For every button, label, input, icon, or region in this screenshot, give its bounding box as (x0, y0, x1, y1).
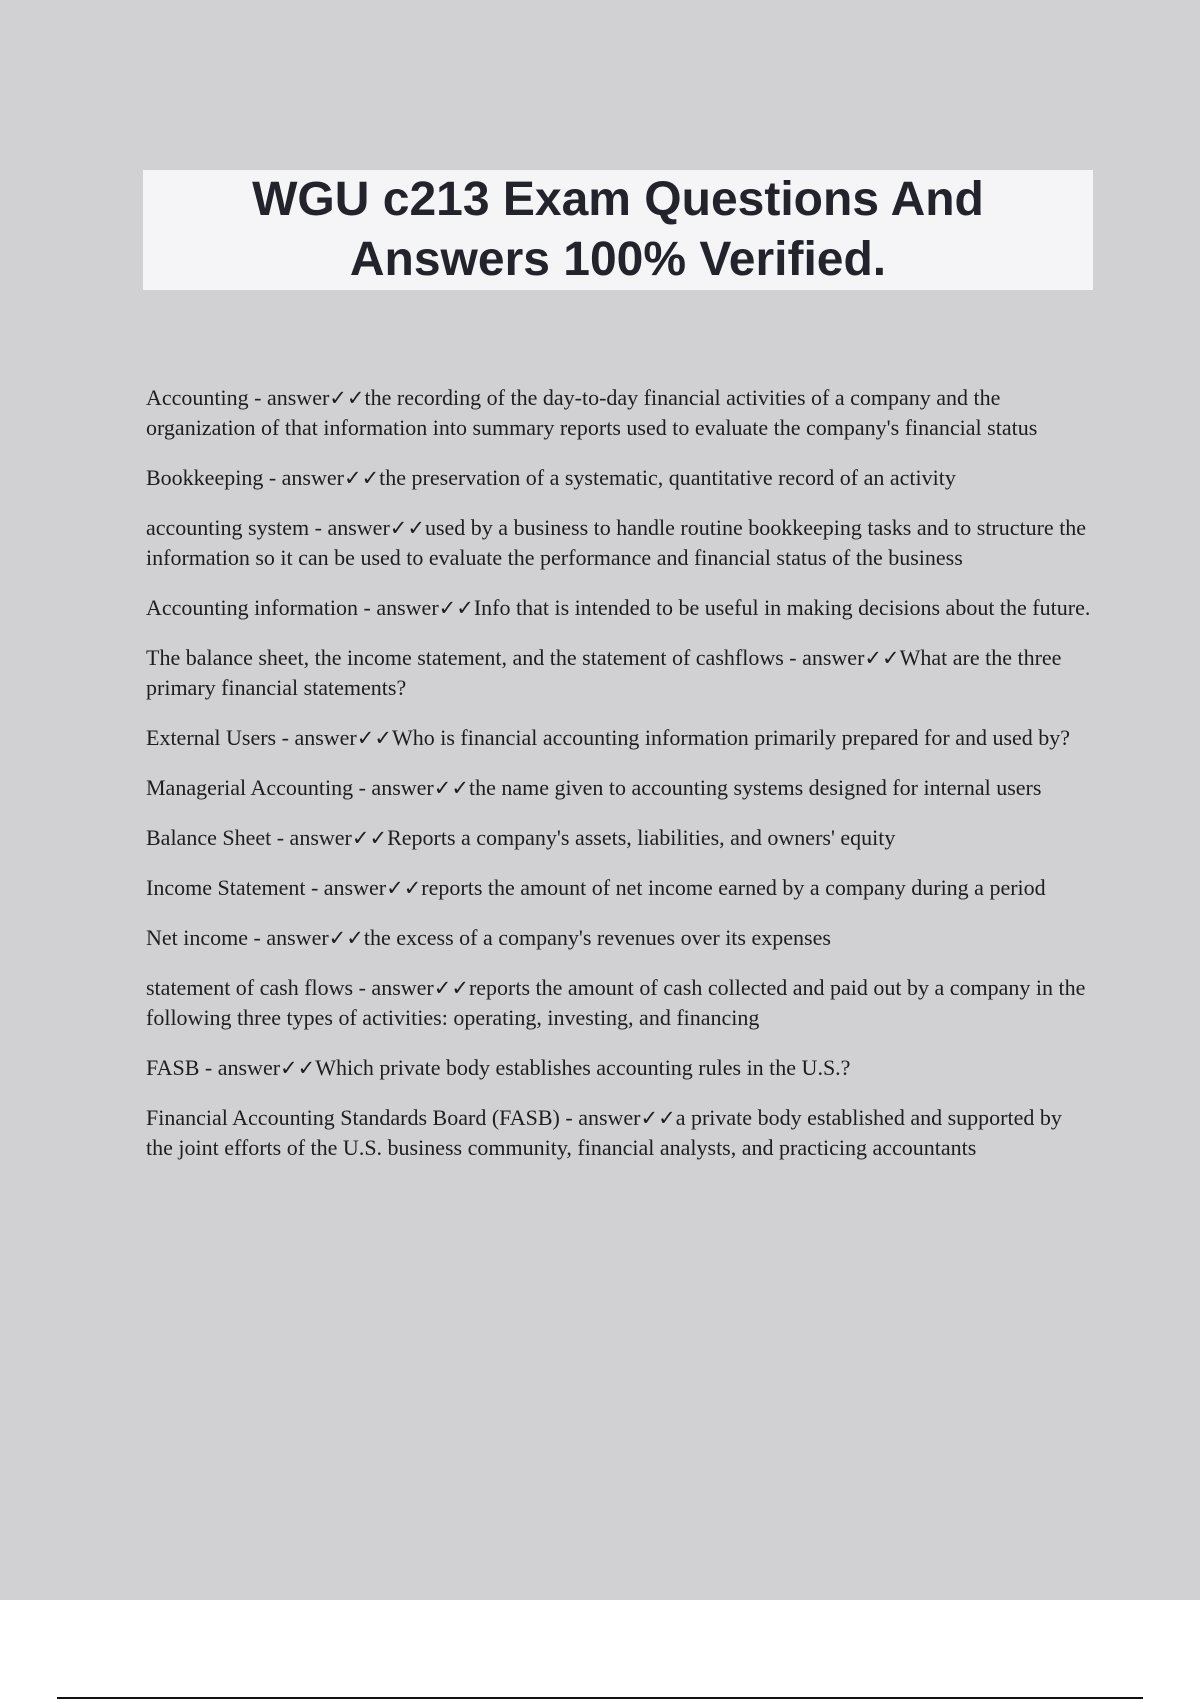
qa-answer: reports the amount of net income earned by a company during a period (421, 875, 1046, 900)
footer-rule (57, 1697, 1143, 1699)
qa-separator: - answer (276, 725, 357, 750)
qa-separator: - answer (263, 465, 344, 490)
check-marks-icon: ✓✓ (433, 776, 469, 800)
qa-item (146, 463, 1091, 493)
check-marks-icon: ✓✓ (433, 976, 469, 1000)
qa-separator: - answer (305, 875, 387, 900)
check-marks-icon: ✓✓ (389, 516, 425, 540)
check-marks-icon: ✓✓ (640, 1106, 676, 1130)
qa-separator: - answer (248, 385, 330, 410)
qa-separator: - answer (783, 645, 865, 670)
qa-answer: the preservation of a systematic, quantitative record of an activity (379, 465, 956, 490)
qa-item (146, 973, 1091, 1033)
qa-item (146, 383, 1091, 443)
qa-term: Net income (146, 925, 249, 950)
qa-answer: used by a business to handle routine bookkeeping tasks and to structure the information so it can be used to evaluate the performance and financial status of the business (146, 515, 1087, 570)
qa-term: statement of cash flows (146, 975, 354, 1000)
check-marks-icon: ✓✓ (386, 876, 422, 900)
check-marks-icon: ✓✓ (280, 1056, 316, 1080)
qa-term: Income Statement (146, 875, 306, 900)
qa-item (146, 823, 1091, 853)
check-marks-icon: ✓✓ (329, 386, 365, 410)
qa-term: Balance Sheet (146, 825, 272, 850)
qa-answer: a private body established and supported by the joint efforts of the U.S. business community, financial analysts, and practicing accountants (146, 1105, 1062, 1160)
qa-separator: - answer (199, 1055, 281, 1080)
qa-separator: - answer (353, 975, 434, 1000)
qa-term: accounting system (146, 515, 310, 540)
qa-answer: Reports a company's assets, liabilities, and owners' equity (387, 825, 896, 850)
check-marks-icon: ✓✓ (864, 646, 900, 670)
qa-item (146, 773, 1091, 803)
qa-answer: Which private body establishes accounting rules in the U.S.? (315, 1055, 851, 1080)
qa-item (146, 723, 1091, 753)
qa-item (146, 1103, 1091, 1163)
qa-separator: - answer (271, 825, 352, 850)
qa-answer: reports the amount of cash collected and paid out by a company in the following three types of activities: operating, investing, and financing (146, 975, 1086, 1030)
qa-list (146, 383, 1091, 1183)
qa-item (146, 593, 1091, 623)
qa-term: Accounting (146, 385, 249, 410)
qa-term: Accounting information (146, 595, 359, 620)
title-banner (143, 170, 1093, 290)
document-title: WGU c213 Exam Questions And Answers 100% Verified. (252, 173, 984, 286)
qa-answer: What are the three primary financial statements? (146, 645, 1062, 700)
qa-item (146, 873, 1091, 903)
qa-item (146, 923, 1091, 953)
check-marks-icon: ✓✓ (351, 826, 388, 850)
qa-answer: the excess of a company's revenues over its expenses (363, 925, 831, 950)
qa-term: Financial Accounting Standards Board (FASB) (146, 1105, 560, 1130)
qa-term: FASB (146, 1055, 200, 1080)
qa-term: External Users (146, 725, 277, 750)
check-marks-icon: ✓✓ (356, 726, 392, 750)
qa-answer: the recording of the day-to-day financial activities of a company and the organization of that information into summary reports used to evaluate the company's financial status (146, 385, 1038, 440)
check-marks-icon: ✓✓ (328, 926, 364, 950)
qa-separator: - answer (353, 775, 434, 800)
qa-answer: Who is financial accounting information primarily prepared for and used by? (391, 725, 1071, 750)
qa-item (146, 643, 1091, 703)
qa-item (146, 513, 1091, 573)
check-marks-icon: ✓✓ (438, 596, 474, 620)
qa-separator: - answer (248, 925, 329, 950)
qa-answer: Info that is intended to be useful in making decisions about the future. (473, 595, 1091, 620)
qa-item (146, 1053, 1091, 1083)
qa-separator: - answer (358, 595, 439, 620)
qa-term: The balance sheet, the income statement, and the statement of cashflows (146, 645, 784, 670)
qa-term: Managerial Accounting (146, 775, 354, 800)
qa-separator: - answer (309, 515, 390, 540)
qa-term: Bookkeeping (146, 465, 264, 490)
check-marks-icon: ✓✓ (343, 466, 380, 490)
qa-answer: the name given to accounting systems designed for internal users (468, 775, 1042, 800)
qa-separator: - answer (559, 1105, 641, 1130)
